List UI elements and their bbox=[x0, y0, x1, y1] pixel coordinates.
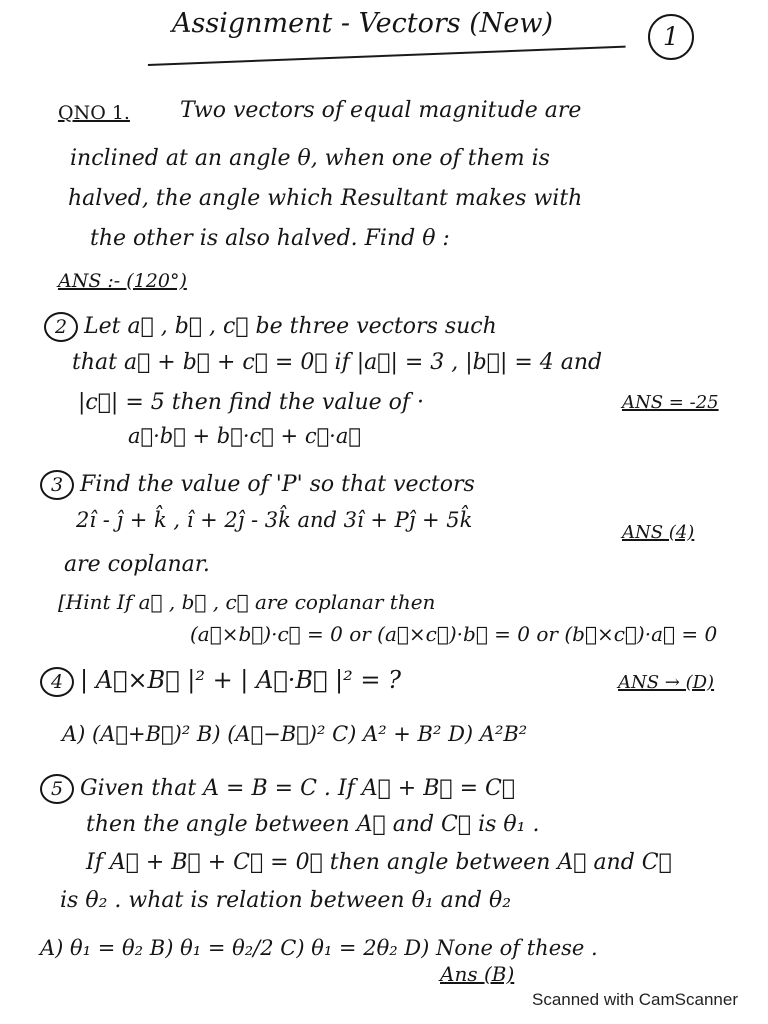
q4-expression: | A⃗×B⃗ |² + | A⃗·B⃗ |² = ? bbox=[80, 666, 401, 694]
q3-line-3: are coplanar. bbox=[64, 552, 210, 577]
page-title: Assignment - Vectors (New) bbox=[172, 8, 553, 39]
q5-line-3: If A⃗ + B⃗ + C⃗ = 0⃗ then angle between A⃗ and C⃗ bbox=[86, 850, 672, 875]
q1-label: QNO 1. bbox=[58, 102, 130, 124]
q5-number: 5 bbox=[40, 774, 74, 804]
q1-line-1: Two vectors of equal magnitude are bbox=[180, 98, 582, 123]
q3-number: 3 bbox=[40, 470, 74, 500]
q3-text-1: Find the value of 'P' so that vectors bbox=[80, 472, 475, 497]
q2-text-1: Let a⃗ , b⃗ , c⃗ be three vectors such bbox=[84, 314, 497, 339]
q4-answer: ANS → (D) bbox=[618, 672, 715, 693]
q3-line-2: 2î - ĵ + k̂ , î + 2ĵ - 3k̂ and 3î + Pĵ + 5k̂ bbox=[76, 508, 473, 532]
q2-line-2: that a⃗ + b⃗ + c⃗ = 0⃗ if |a⃗| = 3 , |b⃗| = 4 and bbox=[72, 350, 603, 375]
title-underline bbox=[148, 46, 626, 70]
q5-options: A) θ₁ = θ₂ B) θ₁ = θ₂/2 C) θ₁ = 2θ₂ D) None of these . bbox=[40, 936, 598, 960]
q5-answer: Ans (B) bbox=[440, 962, 515, 986]
q1-line-2: inclined at an angle θ, when one of them is bbox=[70, 146, 550, 171]
q1-line-4: the other is also halved. Find θ : bbox=[90, 226, 450, 251]
q1-answer: ANS :- (120°) bbox=[58, 270, 187, 292]
q2-line-1 bbox=[44, 312, 497, 342]
q5-text-1: Given that A = B = C . If A⃗ + B⃗ = C⃗ bbox=[80, 776, 516, 801]
q4-number: 4 bbox=[40, 667, 74, 697]
q3-hint-2: (a⃗×b⃗)·c⃗ = 0 or (a⃗×c⃗)·b⃗ = 0 or (b⃗×c⃗)·a⃗ = 0 bbox=[190, 622, 718, 646]
q2-answer: ANS = -25 bbox=[622, 392, 719, 413]
q5-line-4: is θ₂ . what is relation between θ₁ and θ₂ bbox=[60, 888, 512, 913]
q3-answer: ANS (4) bbox=[622, 522, 695, 543]
scanner-watermark: Scanned with CamScanner bbox=[531, 990, 738, 1009]
q5-line-2: then the angle between A⃗ and C⃗ is θ₁ . bbox=[86, 812, 540, 837]
q5-line-1 bbox=[40, 774, 515, 804]
q2-expression: a⃗·b⃗ + b⃗·c⃗ + c⃗·a⃗ bbox=[128, 424, 361, 448]
q3-line-1 bbox=[40, 470, 475, 500]
q2-number: 2 bbox=[44, 312, 78, 342]
page-number: 1 bbox=[648, 14, 694, 60]
q4-line bbox=[40, 666, 401, 697]
q4-options: A) (A⃗+B⃗)² B) (A⃗−B⃗)² C) A² + B² D) A²B² bbox=[62, 722, 528, 746]
q1-line-3: halved, the angle which Resultant makes with bbox=[68, 186, 583, 211]
q2-line-3: |c⃗| = 5 then find the value of · bbox=[78, 390, 425, 415]
q3-hint-1: [Hint If a⃗ , b⃗ , c⃗ are coplanar then bbox=[58, 590, 436, 614]
